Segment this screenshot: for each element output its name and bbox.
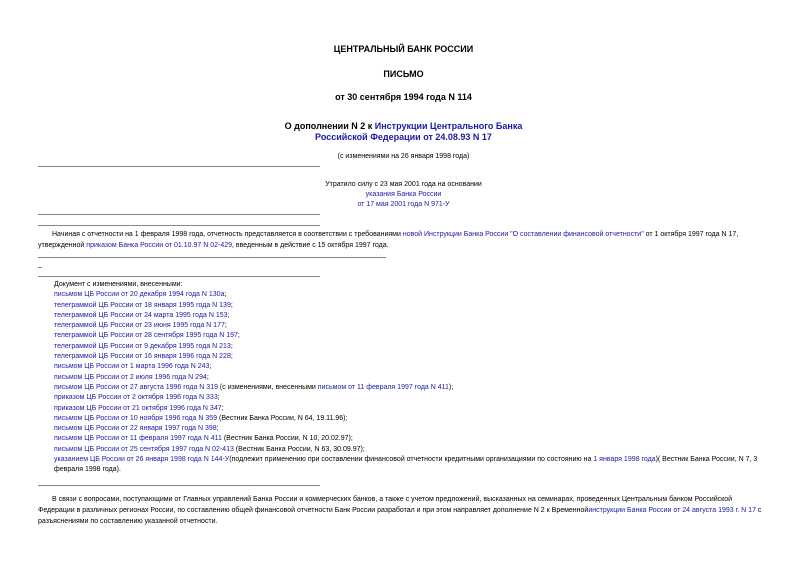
document-title [0, 121, 807, 143]
list-item-tail: (Вестник Банка России, N 10, 20.02.97); [221, 435, 353, 443]
list-item [38, 352, 773, 362]
supplement-paragraph [38, 494, 768, 527]
amendment-link[interactable]: телеграммой ЦБ России от 9 декабря 1995 года N 213 [54, 342, 231, 350]
list-item-tail: (Вестник Банка России, N 63, 30.09.97); [233, 445, 365, 453]
reporting-paragraph [38, 229, 768, 251]
para-text: В связи с вопросами, поступающими от Главных управлений Банка России и коммерческих банков, а также с учетом предложений, высказанных на семинарах, проведенных Центральным банком Российской Федерации в различных регионах России, по составлению общей финансовой отчетности Банк России разработал и при этом направляет дополнение N 2 к Временной [38, 496, 733, 514]
divider [38, 276, 320, 277]
list-item-tail: ; [227, 311, 230, 319]
amendment-link[interactable]: приказом ЦБ России от 21 октября 1996 года N 347 [54, 404, 222, 412]
divider [38, 225, 320, 226]
amendment-link[interactable]: телеграммой ЦБ России от 23 июня 1995 года N 177 [54, 322, 225, 330]
link-order-02-429[interactable]: приказом Банка России от 01.10.97 N 02-429 [86, 242, 232, 249]
amendment-link[interactable]: телеграммой ЦБ России от 16 января 1996 года N 228 [54, 353, 231, 361]
list-item-tail: ); [448, 383, 454, 391]
amendment-link-nested[interactable]: письмом от 11 февраля 1997 года N 411 [317, 383, 449, 391]
voided-text: Утратило силу с 23 мая 2001 года на основании [325, 181, 482, 188]
divider [38, 485, 320, 486]
list-item [38, 455, 773, 476]
list-item-tail: ; [217, 394, 220, 402]
amendment-link[interactable]: письмом ЦБ России от 1 марта 1996 года N 243 [54, 363, 210, 371]
amendment-link[interactable]: приказом ЦБ России от 2 октября 1996 года N 333 [54, 394, 218, 402]
list-item-tail: ; [206, 373, 209, 381]
list-item [38, 290, 773, 300]
list-item-tail: (с изменениями, внесенными [217, 383, 318, 391]
amendment-link[interactable]: телеграммой ЦБ России от 18 января 1995 года N 139 [54, 301, 231, 309]
title-link-instruction[interactable]: Инструкции Центрального Банка [374, 121, 523, 131]
para-text: , введенным в действие с 15 октября 1997 года. [232, 242, 389, 249]
list-item-tail: )( Вестник Банка России, N 7, 3 февраля 1998 года). [54, 456, 758, 474]
list-item [38, 404, 773, 414]
amendments-list [38, 280, 773, 476]
list-item [38, 373, 773, 383]
list-item-tail: ; [224, 291, 227, 299]
list-item [38, 414, 773, 424]
para-text: от 1 октября 1997 года N 17, утвержденной [38, 231, 739, 249]
list-item-tail: ; [230, 342, 233, 350]
amendments-heading: Документ с изменениями, внесенными: [54, 281, 183, 288]
list-item-tail: ; [209, 363, 212, 371]
para-text: Начиная с отчетности на 1 февраля 1998 года, отчетность представляется в соответствии с требованиями [52, 231, 403, 238]
amendment-link[interactable]: телеграммой ЦБ России от 24 марта 1995 года N 153 [54, 311, 228, 319]
list-item-tail: ; [216, 425, 219, 433]
doc-date-heading: от 30 сентября 1994 года N 114 [335, 92, 472, 102]
amendment-note: (с изменениями на 26 января 1998 года) [337, 153, 470, 160]
amendment-link[interactable]: телеграммой ЦБ России от 28 сентября 1995 года N 197 [54, 332, 238, 340]
title-prefix: О дополнении N 2 к [284, 121, 375, 131]
divider [38, 166, 320, 167]
list-item [38, 445, 773, 455]
link-temporary-instruction[interactable]: инструкции Банка России от 24 августа 1993 г. N 17 [588, 507, 756, 514]
list-item-tail: ; [237, 332, 240, 340]
list-item-tail: ; [224, 322, 227, 330]
list-item-tail: ; [221, 404, 224, 412]
link-date-jan-1998[interactable]: 1 января 1998 года [593, 456, 656, 464]
list-item [38, 301, 773, 311]
list-item [38, 434, 773, 444]
amendment-link[interactable]: письмом ЦБ России от 11 февраля 1997 года N 411 [54, 435, 222, 443]
divider [38, 257, 386, 258]
amendment-link[interactable]: письмом ЦБ России от 25 сентября 1997 года N 02-413 [54, 445, 234, 453]
amendment-link[interactable]: письмом ЦБ России от 10 ноября 1996 года N 359 [54, 414, 218, 422]
org-heading: ЦЕНТРАЛЬНЫЙ БАНК РОССИИ [333, 44, 474, 54]
doc-type-heading: ПИСЬМО [383, 69, 424, 79]
voided-notice [0, 180, 807, 210]
list-item [38, 424, 773, 434]
list-item [38, 342, 773, 352]
amendment-link[interactable]: письмом ЦБ России от 20 декабря 1994 года N 130а [54, 291, 225, 299]
list-item-tail: ; [230, 301, 233, 309]
dash-mark: – [38, 264, 42, 271]
voided-link-date[interactable]: от 17 мая 2001 года N 971-У [357, 201, 450, 208]
list-item-tail: (Вестник Банка России, N 64, 19.11.96); [217, 414, 348, 422]
list-item [38, 321, 773, 331]
list-item [38, 393, 773, 403]
amendment-link[interactable]: письмом ЦБ России от 2 июля 1996 года N 294 [54, 373, 207, 381]
voided-link-order[interactable]: указания Банка России [365, 191, 442, 198]
amendment-link[interactable]: письмом ЦБ России от 27 августа 1996 года N 319 [54, 383, 218, 391]
list-item [38, 383, 773, 393]
list-item-tail: (подлежит применению при составлении финансовой отчетности кредитными организациями по состоянию на [229, 456, 594, 464]
list-item-tail: ; [230, 353, 233, 361]
list-item [38, 311, 773, 321]
list-item [38, 362, 773, 372]
list-item [38, 331, 773, 341]
title-link-instruction-line2[interactable]: Российской Федерации от 24.08.93 N 17 [315, 132, 492, 142]
link-new-instruction[interactable]: новой Инструкции Банка России "О составлении финансовой отчетности" [402, 231, 644, 238]
para-text: с разъяснениями по составлению указанной отчетности. [38, 507, 762, 525]
amendment-link[interactable]: указанием ЦБ России от 26 января 1998 года N 144-У [54, 456, 230, 464]
divider [38, 214, 320, 215]
amendment-link[interactable]: письмом ЦБ России от 22 января 1997 года N 398 [54, 425, 217, 433]
